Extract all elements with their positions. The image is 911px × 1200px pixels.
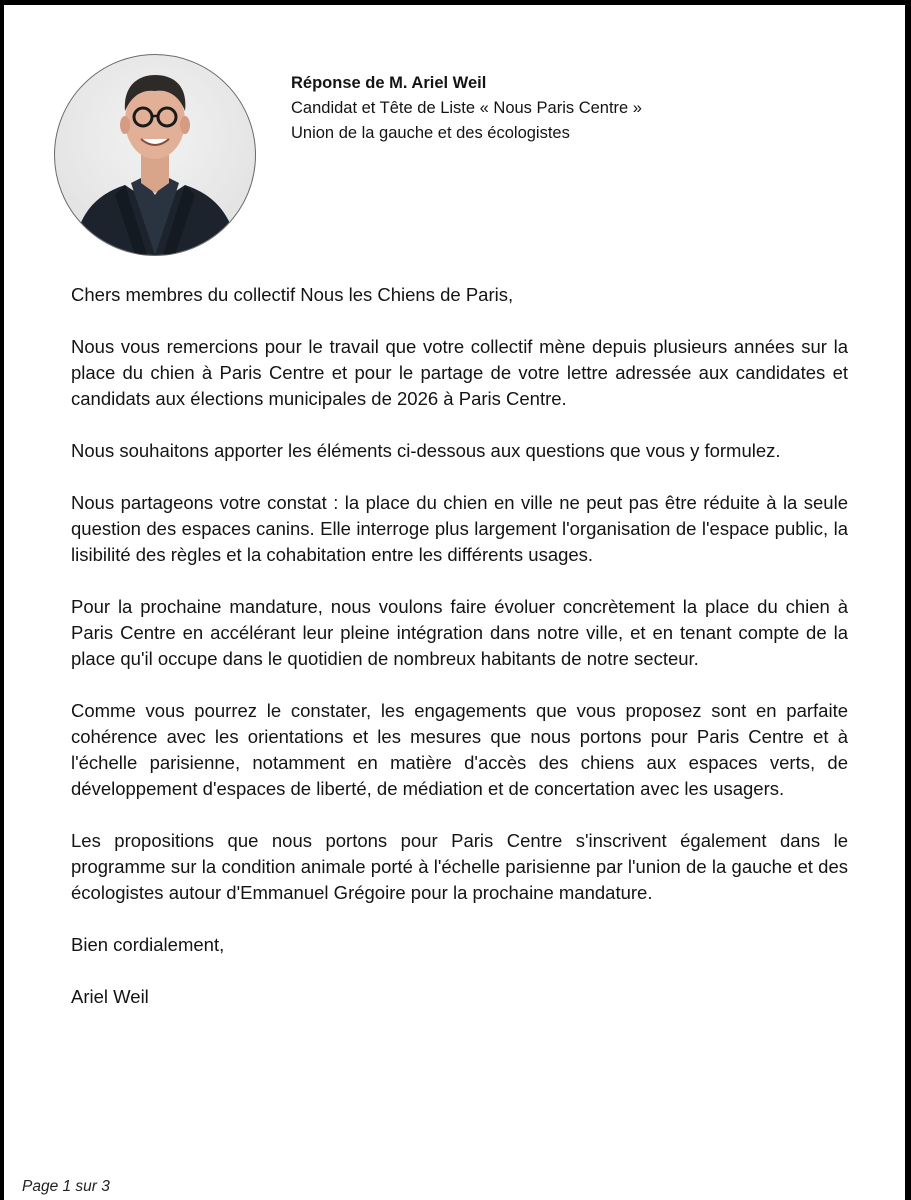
author-header	[291, 71, 642, 146]
letter-body	[71, 282, 848, 1010]
author-role: Candidat et Tête de Liste « Nous Paris Centre »	[291, 99, 642, 117]
letter-signature: Ariel Weil	[71, 986, 149, 1007]
document-page	[4, 5, 905, 1200]
page-number: Page 1 sur 3	[22, 1178, 110, 1195]
author-party: Union de la gauche et des écologistes	[291, 124, 570, 142]
letter-paragraph: Nous souhaitons apporter les éléments ci-dessous aux questions que vous y formulez.	[71, 440, 781, 461]
letter-paragraph: Nous vous remercions pour le travail que votre collectif mène depuis plusieurs années sur la place du chien à Paris Centre et pour le partage de votre lettre adressée aux candidates et candidats aux élections municipales de 2026 à Paris Centre.	[71, 336, 848, 409]
letter-paragraph: Les propositions que nous portons pour Paris Centre s'inscrivent également dans le programme sur la condition animale porté à l'échelle parisienne par l'union de la gauche et des écologistes autour d'Emmanuel Grégoire pour la prochaine mandature.	[71, 830, 848, 903]
portrait-illustration	[55, 55, 255, 255]
letter-paragraph: Comme vous pourrez le constater, les engagements que vous proposez sont en parfaite cohérence avec les orientations et les mesures que nous portons pour Paris Centre et à l'échelle parisienne, notamment en matière d'accès des chiens aux espaces verts, de développement d'espaces de liberté, de médiation et de concertation avec les usagers.	[71, 700, 848, 799]
letter-paragraph: Pour la prochaine mandature, nous voulons faire évoluer concrètement la place du chien à Paris Centre en accélérant leur pleine intégration dans notre ville, et en tenant compte de la place qu'il occupe dans le quotidien de nombreux habitants de notre secteur.	[71, 596, 848, 669]
author-name: Réponse de M. Ariel Weil	[291, 74, 487, 92]
candidate-portrait	[54, 54, 256, 256]
letter-closing: Bien cordialement,	[71, 934, 225, 955]
letter-paragraph: Nous partageons votre constat : la place du chien en ville ne peut pas être réduite à la seule question des espaces canins. Elle interroge plus largement l'organisation de l'espace public, la lisibilité des règles et la cohabitation entre les différents usages.	[71, 492, 848, 565]
letter-greeting: Chers membres du collectif Nous les Chiens de Paris,	[71, 284, 514, 305]
